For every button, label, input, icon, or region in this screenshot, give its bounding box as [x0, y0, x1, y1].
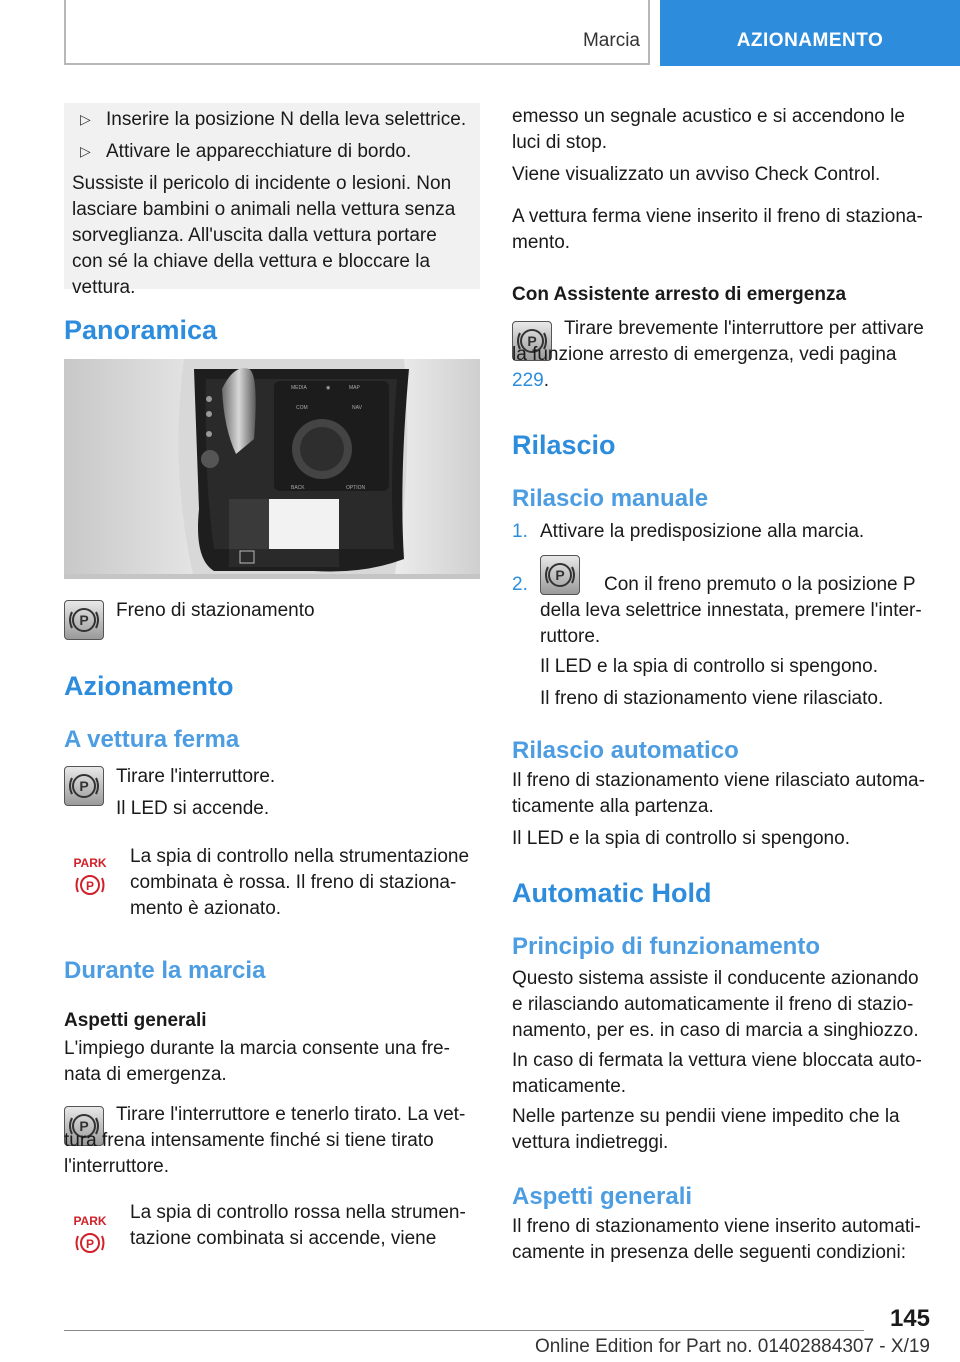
dm-park-text: La spia di controllo rossa nella strumentazione combinata si accende, viene	[130, 1202, 466, 1250]
park-warning-lamp-icon	[70, 1212, 110, 1258]
footer-rule	[64, 1330, 864, 1331]
vf-text-2: Il LED si accende.	[116, 798, 270, 819]
svg-text:P: P	[555, 567, 565, 583]
header-section: Marcia	[582, 30, 640, 51]
step-1-text: Attivare la predisposizione alla marcia.	[540, 521, 865, 542]
warning-bullet	[72, 107, 472, 133]
heading-durante-la-marcia: Durante la marcia	[64, 957, 266, 984]
triangle-bullet-icon: ▷	[80, 111, 91, 127]
svg-text:COM: COM	[296, 405, 308, 411]
step-number: 2.	[512, 574, 528, 595]
warning-bullet	[72, 139, 472, 165]
header-divider-left	[64, 0, 66, 64]
page-link-229[interactable]: 229	[512, 370, 544, 392]
svg-text:P: P	[85, 879, 95, 893]
photo-caption: Freno di stazionamento	[116, 600, 315, 621]
footer-edition: Online Edition for Part no. 01402884307 - X/19	[534, 1336, 930, 1357]
heading-azionamento: Azionamento	[64, 671, 234, 701]
page-number: 145	[889, 1305, 930, 1332]
overview-photo	[64, 359, 480, 579]
svg-text:OPTION: OPTION	[346, 485, 366, 491]
header-underline	[64, 63, 650, 65]
svg-text:◉: ◉	[326, 385, 331, 391]
heading-rilascio: Rilascio	[512, 430, 616, 460]
warning-bullet-text: Inserire la posizione N della leva selettrice.	[106, 109, 467, 130]
step-2-sub-1: Il LED e la spia di controllo si spengono.	[540, 656, 878, 677]
heading-aspetti-generali: Aspetti generali	[64, 1010, 207, 1031]
heading-a-vettura-ferma: A vettura ferma	[64, 726, 240, 753]
svg-text:MAP: MAP	[349, 385, 360, 391]
dm-text-1: L'impiego durante la marcia consente una frenata di emergenza.	[64, 1038, 450, 1086]
park-warning-lamp-icon	[70, 854, 110, 900]
center-console-illustration	[64, 359, 480, 579]
svg-text:P: P	[79, 1118, 89, 1134]
cont-text-3: A vettura ferma viene inserito il freno di stazionamento.	[512, 206, 923, 254]
step-number: 1.	[512, 521, 528, 542]
step-2-text-b: della leva selettrice innestata, premere l'interruttore.	[540, 600, 922, 648]
heading-rilascio-automatico: Rilascio automatico	[512, 737, 739, 764]
hold-text-1: Questo sistema assiste il conducente azionando e rilasciando automaticamente il freno di stazionamento, per es. in caso di marcia a singhiozzo.	[512, 968, 919, 1042]
parking-brake-button-icon	[64, 766, 104, 806]
svg-text:P: P	[527, 333, 537, 349]
svg-text:P: P	[79, 612, 89, 628]
triangle-bullet-icon: ▷	[80, 143, 91, 160]
heading-automatic-hold: Automatic Hold	[512, 878, 712, 908]
cont-text-1: emesso un segnale acustico e si accendono le luci di stop.	[512, 106, 905, 154]
warning-bullet-text: Attivare le apparecchiature di bordo.	[106, 141, 412, 163]
parking-brake-button-icon	[64, 600, 104, 640]
auto-text-1: Il freno di stazionamento viene rilasciato automaticamente alla partenza.	[512, 770, 925, 818]
svg-text:BACK: BACK	[291, 485, 305, 491]
warning-box	[64, 103, 480, 298]
svg-text:MEDIA: MEDIA	[291, 385, 307, 391]
vf-park-text: La spia di controllo nella strumentazione combinata è rossa. Il freno di stazionamento è azionato.	[130, 846, 470, 920]
cont-text-2: Viene visualizzato un avviso Check Control.	[512, 164, 881, 185]
svg-text:PARK: PARK	[73, 856, 107, 870]
heading-panoramica: Panoramica	[64, 315, 218, 345]
svg-text:PARK: PARK	[73, 1214, 107, 1228]
auto-text-2: Il LED e la spia di controllo si spengono.	[512, 828, 850, 849]
svg-text:P: P	[79, 778, 89, 794]
assist-text-b: .	[543, 370, 549, 392]
header-divider-right	[648, 0, 650, 64]
svg-text:P: P	[85, 1237, 95, 1251]
vf-text-1: Tirare l'interruttore.	[116, 766, 276, 787]
parking-brake-button-icon	[540, 555, 580, 595]
header-chapter-tab: AZIONAMENTO	[660, 0, 960, 66]
heading-principio: Principio di funzionamento	[512, 933, 820, 960]
hold-text-2: In caso di fermata la vettura viene bloccata automaticamente.	[512, 1050, 922, 1098]
assist-text	[512, 316, 932, 395]
step-2-sub-2: Il freno di stazionamento viene rilasciato.	[540, 688, 884, 709]
heading-rilascio-manuale: Rilascio manuale	[512, 485, 709, 512]
step-2-text-a: Con il freno premuto o la posizione P	[604, 574, 916, 595]
svg-text:NAV: NAV	[352, 405, 362, 411]
heading-aspetti-generali-2: Aspetti generali	[512, 1183, 693, 1210]
warning-text: Sussiste il pericolo di incidente o lesioni. Non lasciare bambini o animali nella vettura senza sorveglianza. All'uscita dalla vettura portare con sé la chiave della vettura e bloccare la vettura.	[72, 173, 456, 298]
assist-text-a: Tirare brevemente l'interruttore per attivare la funzione arresto di emergenza, vedi pagina	[512, 318, 924, 366]
gen-text: Il freno di stazionamento viene inserito automaticamente in presenza delle seguenti condizioni:	[512, 1216, 921, 1264]
hold-text-3: Nelle partenze su pendii viene impedito che la vettura indietreggi.	[512, 1106, 900, 1154]
heading-con-assistente: Con Assistente arresto di emergenza	[512, 284, 847, 305]
dm-text-2: Tirare l'interruttore e tenerlo tirato. La vettura frena intensamente finché si tiene tirato l'interruttore.	[64, 1104, 466, 1178]
